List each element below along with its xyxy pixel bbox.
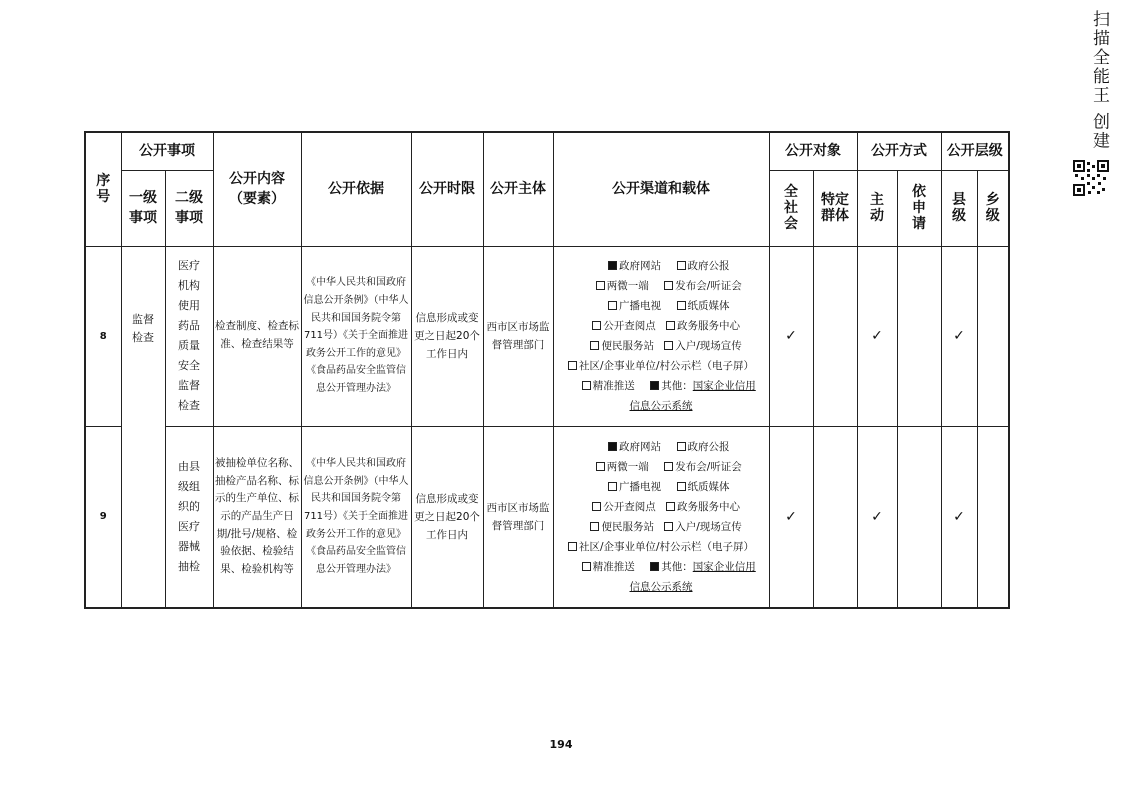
channel-service-center: 政务服务中心: [677, 320, 740, 332]
checkbox-empty-icon: [677, 261, 686, 270]
checkbox-empty-icon: [664, 522, 673, 531]
header-level-county: 县级: [941, 170, 977, 246]
table-row: [85, 426, 1009, 608]
checkbox-checked-icon: [608, 442, 617, 451]
checkbox-empty-icon: [608, 301, 617, 310]
header-method-group: 公开方式: [857, 132, 941, 170]
channel-door: 入户/现场宣传: [675, 520, 742, 533]
header-subject: 公开主体: [483, 132, 553, 246]
checkbox-empty-icon: [590, 341, 599, 350]
header-content: 公开内容（要素）: [213, 132, 301, 246]
channel-conv-station: 便民服务站: [601, 520, 654, 533]
header-basis: 公开依据: [301, 132, 411, 246]
channel-gov-bulletin: 政府公报: [687, 440, 730, 453]
header-level-township: 乡级: [977, 170, 1009, 246]
channel-other-label: 其他：: [661, 380, 693, 392]
checkbox-empty-icon: [664, 281, 673, 290]
row-method-active: ✓: [857, 246, 897, 426]
header-items-group: 公开事项: [121, 132, 213, 170]
row-method-apply: [897, 246, 941, 426]
channel-press: 发布会/听证会: [675, 280, 742, 292]
channel-door: 入户/现场宣传: [675, 340, 742, 352]
checkbox-empty-icon: [582, 381, 591, 390]
row-content: 被抽检单位名称、抽检产品名称、标示的生产单位、标示的产品生产日期/批号/规格、检验依据、检验结果、检验机构等: [213, 426, 301, 608]
checkbox-empty-icon: [677, 301, 686, 310]
channel-gov-site: 政府网站: [619, 440, 661, 453]
checkbox-empty-icon: [677, 442, 686, 451]
row-basis: 《中华人民共和国政府信息公开条例》（中华人民共和国国务院令第711号）《关于全面推进政务公开工作的意见》《食品药品安全监管信息公开管理办法》: [301, 246, 411, 426]
channel-service-center: 政务服务中心: [677, 500, 740, 513]
disclosure-table: [84, 131, 1010, 609]
row-content: 检查制度、检查标准、检查结果等: [213, 246, 301, 426]
channel-other-value: 国家企业信用: [692, 560, 756, 573]
row-time-limit: 信息形成或变更之日起20个工作日内: [411, 426, 483, 608]
checkbox-checked-icon: [650, 562, 659, 571]
channel-other-value-cont: 信息公示系统: [629, 580, 693, 593]
row-level-township: [977, 246, 1009, 426]
checkbox-empty-icon: [666, 502, 675, 511]
header-seq: 序号: [85, 132, 121, 246]
checkbox-empty-icon: [664, 341, 673, 350]
row-seq: 9: [85, 426, 121, 608]
header-time-limit: 公开时限: [411, 132, 483, 246]
checkbox-checked-icon: [608, 261, 617, 270]
channel-two-micro: 两微一端: [606, 280, 649, 292]
channel-two-micro: 两微一端: [606, 460, 649, 473]
header-target-specific: 特定群体: [813, 170, 857, 246]
checkbox-empty-icon: [592, 321, 601, 330]
channel-radio-tv: 广播电视: [619, 480, 661, 493]
row-channels: [553, 246, 769, 426]
channel-push: 精准推送: [592, 380, 635, 392]
row-channels: [553, 426, 769, 608]
header-level1: 一级事项: [121, 170, 165, 246]
channel-press: 发布会/听证会: [675, 460, 742, 473]
row-target-specific: [813, 246, 857, 426]
channel-paper: 纸质媒体: [687, 480, 730, 493]
checkbox-empty-icon: [666, 321, 675, 330]
checkbox-empty-icon: [582, 562, 591, 571]
row-seq: 8: [85, 246, 121, 426]
qr-code-icon: [1073, 160, 1109, 196]
channel-other-value-cont: 信息公示系统: [629, 400, 693, 412]
channel-paper: 纸质媒体: [687, 300, 730, 312]
header-method-apply: 依申请: [897, 170, 941, 246]
header-method-active: 主动: [857, 170, 897, 246]
channel-conv-station: 便民服务站: [601, 340, 654, 352]
header-level2: 二级事项: [165, 170, 213, 246]
row-target-specific: [813, 426, 857, 608]
checkbox-empty-icon: [608, 482, 617, 491]
header-target-group: 公开对象: [769, 132, 857, 170]
channel-push: 精准推送: [592, 560, 635, 573]
row-level2: 医疗机构使用药品质量安全监督检查: [165, 246, 213, 426]
channel-lookup: 公开查阅点: [603, 320, 656, 332]
checkbox-empty-icon: [592, 502, 601, 511]
row-time-limit: 信息形成或变更之日起20个工作日内: [411, 246, 483, 426]
header-row-1: [85, 132, 1009, 170]
header-level-group: 公开层级: [941, 132, 1009, 170]
header-channels: 公开渠道和载体: [553, 132, 769, 246]
checkbox-empty-icon: [596, 281, 605, 290]
checkbox-empty-icon: [596, 462, 605, 471]
checkbox-checked-icon: [650, 381, 659, 390]
channel-other-label: 其他：: [661, 560, 693, 573]
page-number: 194: [549, 738, 573, 751]
row-subject: 西市区市场监督管理部门: [483, 246, 553, 426]
checkbox-empty-icon: [590, 522, 599, 531]
header-target-all: 全社会: [769, 170, 813, 246]
row-target-all: ✓: [769, 246, 813, 426]
checkbox-empty-icon: [677, 482, 686, 491]
row-method-apply: [897, 426, 941, 608]
table-row: [85, 246, 1009, 426]
row-level2: 由县级组织的医疗器械抽检: [165, 426, 213, 608]
channel-other-value: 国家企业信用: [692, 380, 756, 392]
channel-community: 社区/企事业单位/村公示栏（电子屏）: [578, 360, 755, 372]
checkbox-empty-icon: [568, 542, 577, 551]
channel-gov-site: 政府网站: [619, 260, 661, 272]
row-subject: 西市区市场监督管理部门: [483, 426, 553, 608]
row-level-county: ✓: [941, 246, 977, 426]
checkbox-empty-icon: [664, 462, 673, 471]
merged-level1: 监督检查: [121, 246, 165, 608]
checkbox-empty-icon: [568, 361, 577, 370]
channel-lookup: 公开查阅点: [603, 500, 656, 513]
row-level-county: ✓: [941, 426, 977, 608]
row-method-active: ✓: [857, 426, 897, 608]
row-target-all: ✓: [769, 426, 813, 608]
row-level-township: [977, 426, 1009, 608]
channel-community: 社区/企事业单位/村公示栏（电子屏）: [578, 540, 755, 553]
scanner-watermark: 扫描全能王 创建: [1089, 10, 1109, 151]
channel-radio-tv: 广播电视: [619, 300, 661, 312]
row-basis: 《中华人民共和国政府信息公开条例》（中华人民共和国国务院令第711号）《关于全面推进政务公开工作的意见》《食品药品安全监管信息公开管理办法》: [301, 426, 411, 608]
channel-gov-bulletin: 政府公报: [687, 260, 730, 272]
